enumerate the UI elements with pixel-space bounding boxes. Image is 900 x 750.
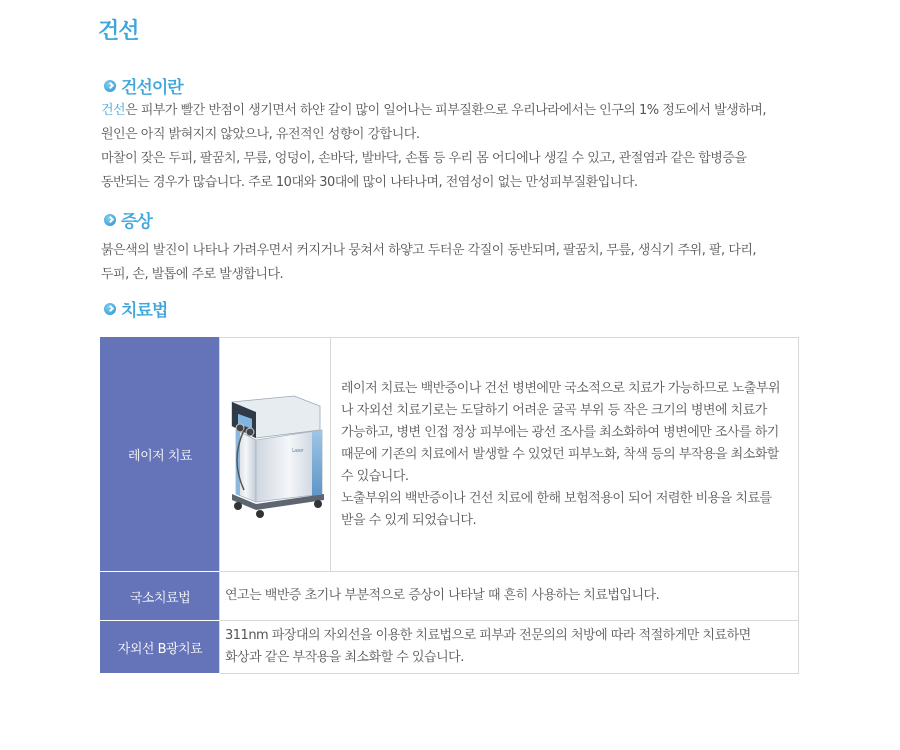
svg-text:Laser: Laser — [292, 447, 304, 454]
text-line: 레이저 치료는 백반증이나 건선 병변에만 국소적으로 치료가 가능하므로 노출부위 — [341, 380, 781, 396]
text-line — [101, 171, 821, 195]
text-line: 연고는 백반증 초기나 부분적으로 증상이 나타날 때 흔히 사용하는 치료법입니다. — [225, 588, 660, 603]
text-line: 노출부위의 백반증이나 건선 치료에 한해 보험적용이 되어 저렴한 비용을 치료를 — [341, 490, 772, 506]
laser-machine-image — [220, 338, 331, 572]
text-line: 가능하고, 병변 인접 정상 피부에는 광선 조사를 최소화하여 병변에만 조사를 하기 — [341, 424, 779, 440]
table-row — [101, 572, 799, 621]
text-line — [101, 99, 821, 123]
treatment-name: 자외선 B광치료 — [101, 621, 220, 674]
text-line: 수 있습니다. — [341, 468, 409, 484]
text-segment: 은 피부가 빨간 반점이 생기면서 하얀 갈이 많이 일어나는 피부질환으로 우리나라에서는 인구의 1% 정도에서 발생하며, — [125, 103, 766, 118]
text-line: 두피, 손, 발톱에 주로 발생합니다. — [101, 267, 284, 282]
section-heading-about — [104, 73, 183, 98]
treatment-name: 레이저 치료 — [101, 338, 220, 572]
circle-arrow-bullet-icon — [104, 214, 116, 226]
page-title: 건선 — [98, 19, 139, 44]
treatment-description — [331, 338, 799, 572]
text-line: 나 자외선 치료기로는 도달하기 어려운 굴곡 부위 등 작은 크기의 병변에 치료가 — [341, 402, 767, 418]
text-line — [101, 147, 821, 171]
section-title: 치료법 — [121, 301, 168, 321]
text-segment: 동반되는 경우가 많습니다. 주로 10대와 30대에 많이 나타나며, 전염성이 없는 만성피부질환입니다. — [101, 175, 638, 190]
text-segment: 원인은 아직 밝혀지지 않았으나, 유전적인 성향이 강합니다. — [101, 127, 420, 142]
section-body-about — [101, 99, 821, 195]
text-line: 화상과 같은 부작용을 최소화할 수 있습니다. — [225, 650, 464, 665]
highlight-term: 건선 — [101, 103, 126, 118]
text-line — [101, 123, 821, 147]
section-title: 증상 — [121, 212, 152, 232]
treatment-name: 국소치료법 — [101, 572, 220, 621]
circle-arrow-bullet-icon — [104, 80, 116, 92]
text-segment: 마찰이 잦은 두피, 팔꿈치, 무릎, 엉덩이, 손바닥, 발바닥, 손톱 등 우리 몸 어디에나 생길 수 있고, 관절염과 같은 합병증을 — [101, 151, 747, 166]
section-heading-treatment — [104, 296, 167, 321]
table-row — [101, 621, 799, 674]
text-line: 붉은색의 발진이 나타나 가려우면서 커지거나 뭉쳐서 하얗고 두터운 각질이 동반되며, 팔꿈치, 무릎, 생식기 주위, 팔, 다리, — [101, 243, 757, 258]
table-row — [101, 338, 799, 572]
text-line: 때문에 기존의 치료에서 발생할 수 있었던 피부노화, 착색 등의 부작용을 최소화할 — [341, 446, 779, 462]
text-line: 311nm 파장대의 자외선을 이용한 치료법으로 피부과 전문의의 처방에 따라 적절하게만 치료하면 — [225, 628, 751, 643]
text-line: 받을 수 있게 되었습니다. — [341, 512, 477, 528]
laser-device-illustration — [222, 390, 328, 520]
section-title: 건선이란 — [121, 78, 183, 98]
section-body-symptoms — [101, 239, 821, 287]
circle-arrow-bullet-icon — [104, 303, 116, 315]
treatment-description — [220, 572, 799, 621]
treatment-table — [100, 337, 799, 674]
section-heading-symptoms — [104, 207, 152, 232]
treatment-description — [220, 621, 799, 674]
